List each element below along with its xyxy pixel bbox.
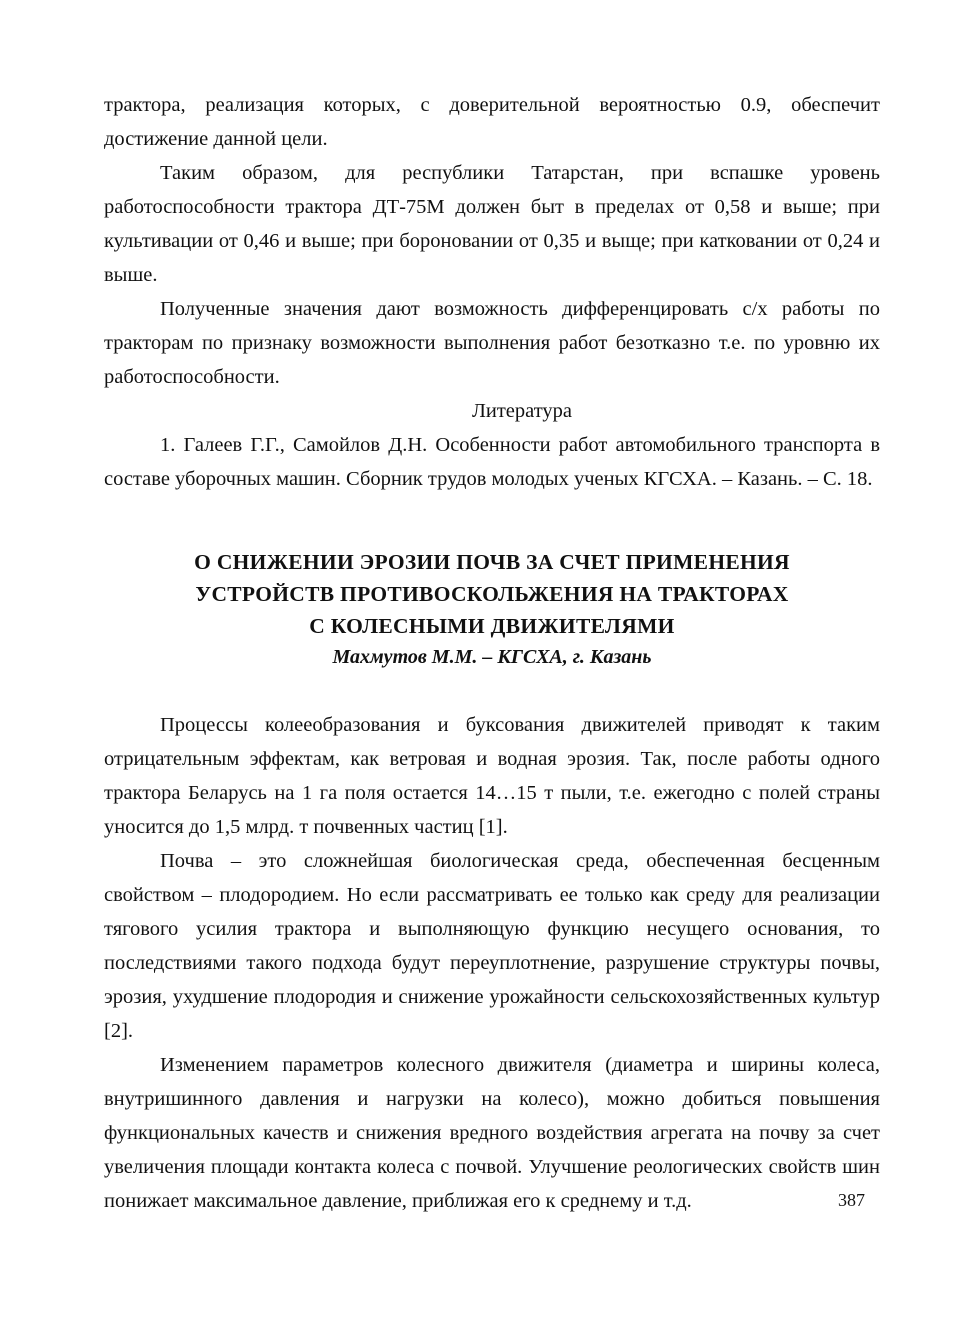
article-title-line-3: С КОЛЕСНЫМИ ДВИЖИТЕЛЯМИ (309, 614, 675, 638)
document-page (104, 88, 880, 1218)
article-title-line-2: УСТРОЙСТВ ПРОТИВОСКОЛЬЖЕНИЯ НА ТРАКТОРАХ (195, 582, 789, 606)
article-authors: Махмутов М.М. – КГСХА, г. Казань (332, 646, 652, 668)
literature-heading: Литература (471, 400, 573, 422)
article-body (104, 708, 880, 1218)
paragraph-continuation: трактора, реализация которых, с доверительной вероятностью 0.9, обеспечит достижение данной цели. (104, 94, 880, 150)
article-header (104, 546, 880, 672)
article-title-line-1: О СНИЖЕНИИ ЭРОЗИИ ПОЧВ ЗА СЧЕТ ПРИМЕНЕНИЯ (194, 550, 790, 574)
reference-item: 1. Галеев Г.Г., Самойлов Д.Н. Особенности работ автомобильного транспорта в составе уборочных машин. Сборник трудов молодых ученых КГСХА. – Казань. – С. 18. (104, 434, 880, 490)
article-paragraph-2: Почва – это сложнейшая биологическая среда, обеспеченная бесценным свойством – плодородием. Но если рассматривать ее только как среду для реализации тягового усилия трактора и выполняющую функцию несущего основания, то последствиями такого подхода будут переуплотнение, разрушение структуры почвы, эрозия, ухудшение плодородия и снижение урожайности сельскохозяйственных культур [2]. (104, 850, 880, 1042)
paragraph-results: Полученные значения дают возможность дифференцировать с/х работы по тракторам по признаку возможности выполнения работ безотказно т.е. по уровню их работоспособности. (104, 298, 880, 388)
paragraph-conclusion: Таким образом, для республики Татарстан, при вспашке уровень работоспособности трактора ДТ-75М должен быт в пределах от 0,58 и выше; при культивации от 0,46 и выше; при бороновании от 0,35 и выще; при катковании от 0,24 и выше. (104, 162, 880, 286)
article-paragraph-1: Процессы колееобразования и буксования движителей приводят к таким отрицательным эффектам, как ветровая и водная эрозия. Так, после работы одного трактора Беларусь на 1 га поля остается 14…15 т пыли, т.е. ежегодно с полей страны уносится до 1,5 млрд. т почвенных частиц [1]. (104, 714, 880, 838)
page-number: 387 (838, 1190, 865, 1210)
article-paragraph-3: Изменением параметров колесного движителя (диаметра и ширины колеса, внутришинного давления и нагрузки на колесо), можно добиться повышения функциональных качеств и снижения вредного воздействия агрегата на почву за счет увеличения площади контакта колеса с почвой. Улучшение реологических свойств шин понижает максимальное давление, приближая его к среднему и т.д. (104, 1054, 880, 1212)
